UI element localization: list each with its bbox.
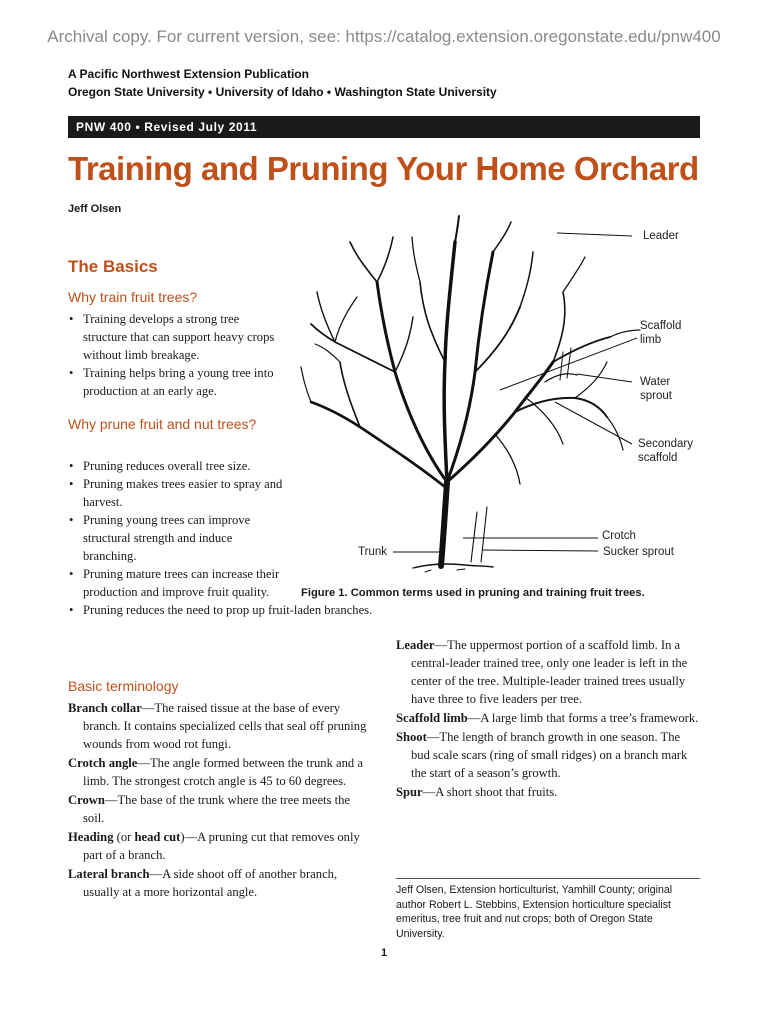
definition-text: —The base of the trunk where the tree meets the soil. bbox=[83, 793, 350, 825]
list-item: • Training helps bring a young tree into production at an early age. bbox=[68, 364, 283, 400]
definition-text: )—A pruning cut that removes only part of a branch. bbox=[83, 830, 360, 862]
terminology-heading: Basic terminology bbox=[68, 678, 179, 694]
label-scaffold-limb: Scaffold limb bbox=[640, 320, 682, 346]
publication-bar-text: PNW 400 • Revised July 2011 bbox=[76, 120, 258, 134]
terminology-list-right bbox=[396, 636, 700, 802]
section-basics-heading: The Basics bbox=[68, 257, 158, 276]
list-item: • Pruning young trees can improve structural strength and induce branching. bbox=[68, 511, 283, 565]
definition-item bbox=[68, 754, 374, 790]
definition-item bbox=[396, 636, 700, 708]
definition-item bbox=[68, 828, 374, 864]
definition-term: Scaffold limb bbox=[396, 711, 468, 725]
definition-item bbox=[68, 865, 374, 901]
why-prune-heading: Why prune fruit and nut trees? bbox=[68, 416, 257, 432]
definition-term: Heading bbox=[68, 830, 114, 844]
definition-text: —A large limb that forms a tree’s framework. bbox=[467, 711, 699, 725]
definition-text: —A short shoot that fruits. bbox=[422, 785, 558, 799]
definition-text: —The uppermost portion of a scaffold limb. In a central-leader trained tree, only one leader is left in the center of the tree. Multiple-leader trained trees usually have three to five leaders per tree. bbox=[411, 638, 688, 706]
definition-text: —The angle formed between the trunk and a limb. The strongest crotch angle is 45 to 60 degrees. bbox=[83, 756, 363, 788]
why-train-list bbox=[68, 310, 283, 400]
label-sucker-sprout: Sucker sprout bbox=[603, 546, 674, 558]
page-number: 1 bbox=[380, 947, 388, 959]
terminology-list-left bbox=[68, 699, 374, 902]
definition-term: Crown bbox=[68, 793, 105, 807]
definition-term: Lateral branch bbox=[68, 867, 150, 881]
definition-term: head cut bbox=[134, 830, 181, 844]
author-name: Jeff Olsen bbox=[68, 203, 122, 215]
definition-item bbox=[396, 709, 700, 727]
label-water-sprout: Water sprout bbox=[640, 376, 672, 402]
list-item: • Training develops a strong tree structure that can support heavy crops without limb breakage. bbox=[68, 310, 283, 364]
list-item: • Pruning reduces overall tree size. bbox=[68, 457, 283, 475]
publication-line: A Pacific Northwest Extension Publication bbox=[68, 67, 309, 81]
definition-text: —The length of branch growth in one season. The bud scale scars (ring of small ridges) on a branch mark the start of a season’s growth. bbox=[411, 730, 688, 780]
list-item: • Pruning makes trees easier to spray and harvest. bbox=[68, 475, 283, 511]
figure-caption: Figure 1. Common terms used in pruning and training fruit trees. bbox=[301, 587, 645, 599]
definition-text: (or bbox=[113, 830, 135, 844]
definition-term: Crotch angle bbox=[68, 756, 138, 770]
definition-term: Leader bbox=[396, 638, 435, 652]
list-item: • Pruning mature trees can increase their production and improve fruit quality. bbox=[68, 565, 283, 601]
publication-bar bbox=[68, 116, 700, 138]
archival-notice: Archival copy. For current version, see: https://catalog.extension.oregonstate.edu/pnw400 bbox=[47, 27, 721, 46]
list-item: • Pruning reduces the need to prop up fruit-laden branches. bbox=[68, 601, 373, 619]
definition-text: —The raised tissue at the base of every branch. It contains specialized cells that seal off pruning wounds from wood rot fungi. bbox=[83, 701, 367, 751]
definition-text: —A side shoot off of another branch, usually at a more horizontal angle. bbox=[83, 867, 338, 899]
label-secondary-scaffold: Secondary scaffold bbox=[638, 438, 693, 464]
footnote-divider bbox=[396, 878, 700, 879]
why-train-heading: Why train fruit trees? bbox=[68, 289, 198, 305]
university-line: Oregon State University • University of Idaho • Washington State University bbox=[68, 85, 497, 99]
definition-item bbox=[396, 728, 700, 782]
author-footnote: Jeff Olsen, Extension horticulturist, Yamhill County; original author Robert L. Stebbins, Extension horticulture specialist emeritus, tree fruit and nut crops; both of Oregon State University. bbox=[396, 884, 673, 940]
definition-term: Shoot bbox=[396, 730, 427, 744]
definition-item bbox=[68, 791, 374, 827]
definition-item bbox=[396, 783, 700, 801]
label-leader: Leader bbox=[643, 230, 679, 242]
label-crotch: Crotch bbox=[602, 530, 636, 542]
definition-item bbox=[68, 699, 374, 753]
page-title: Training and Pruning Your Home Orchard bbox=[68, 150, 699, 187]
label-trunk: Trunk bbox=[358, 546, 387, 558]
definition-term: Branch collar bbox=[68, 701, 142, 715]
definition-term: Spur bbox=[396, 785, 423, 799]
